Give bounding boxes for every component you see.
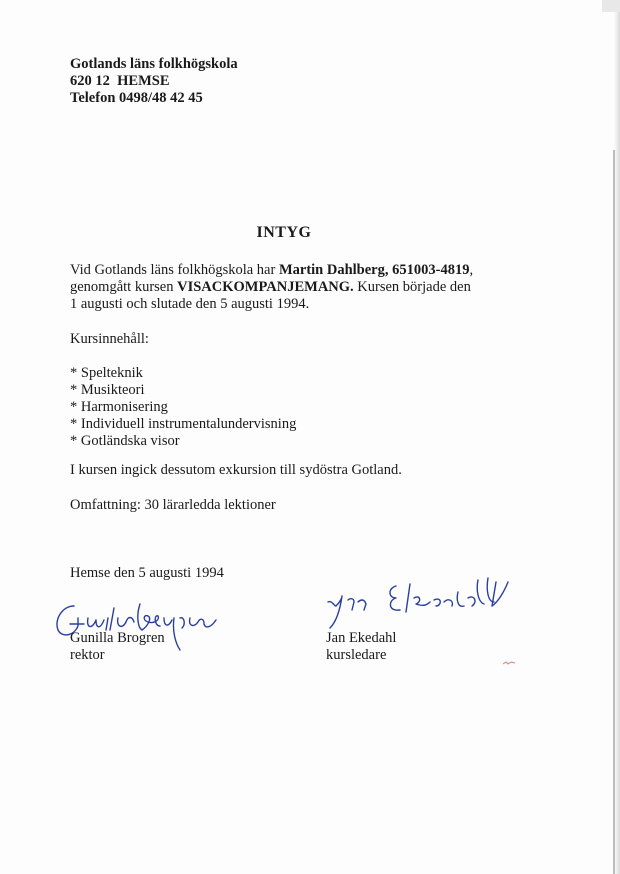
content-label: Kursinnehåll: xyxy=(70,331,149,347)
signatory-left xyxy=(70,630,165,664)
content-item: * Spelteknik xyxy=(70,365,143,381)
letterhead xyxy=(70,56,238,107)
stamp-mark xyxy=(502,660,516,666)
document-title: INTYG xyxy=(256,224,312,241)
intro-dates: 1 augusti och slutade den 5 augusti 1994. xyxy=(70,296,310,312)
content-item: * Harmonisering xyxy=(70,399,168,415)
content-item: * Individuell instrumentalundervisning xyxy=(70,416,297,432)
content-item: * Musikteori xyxy=(70,382,145,398)
scan-edge-line xyxy=(613,150,615,874)
signatory-left-role: rektor xyxy=(70,647,105,663)
signature-jan-ekedahl xyxy=(318,572,538,634)
signatory-right-name: Jan Ekedahl xyxy=(326,630,397,646)
scan-corner xyxy=(602,0,620,12)
course-name: VISACKOMPANJEMANG. xyxy=(177,279,354,295)
letterhead-school: Gotlands läns folkhögskola xyxy=(70,56,238,72)
intro-text-3: Kursen började den xyxy=(353,279,471,295)
signatory-right-role: kursledare xyxy=(326,647,387,663)
student-name: Martin Dahlberg, 651003-4819 xyxy=(278,262,470,278)
content-list xyxy=(70,365,296,450)
intro-text-1: Vid Gotlands läns folkhögskola har xyxy=(70,262,279,278)
place-date: Hemse den 5 augusti 1994 xyxy=(70,565,224,581)
letterhead-address: 620 12 HEMSE xyxy=(70,73,170,89)
intro-comma: , xyxy=(469,262,474,278)
intro-text-2: genomgått kursen xyxy=(70,279,178,295)
intro-paragraph xyxy=(70,262,473,313)
signatory-right xyxy=(326,630,396,664)
signatory-left-name: Gunilla Brogren xyxy=(70,630,165,646)
content-item: * Gotländska visor xyxy=(70,433,180,449)
scope-text: Omfattning: 30 lärarledda lektioner xyxy=(70,497,276,513)
excursion-text: I kursen ingick dessutom exkursion till sydöstra Gotland. xyxy=(70,462,402,478)
letterhead-phone: Telefon 0498/48 42 45 xyxy=(70,90,203,106)
